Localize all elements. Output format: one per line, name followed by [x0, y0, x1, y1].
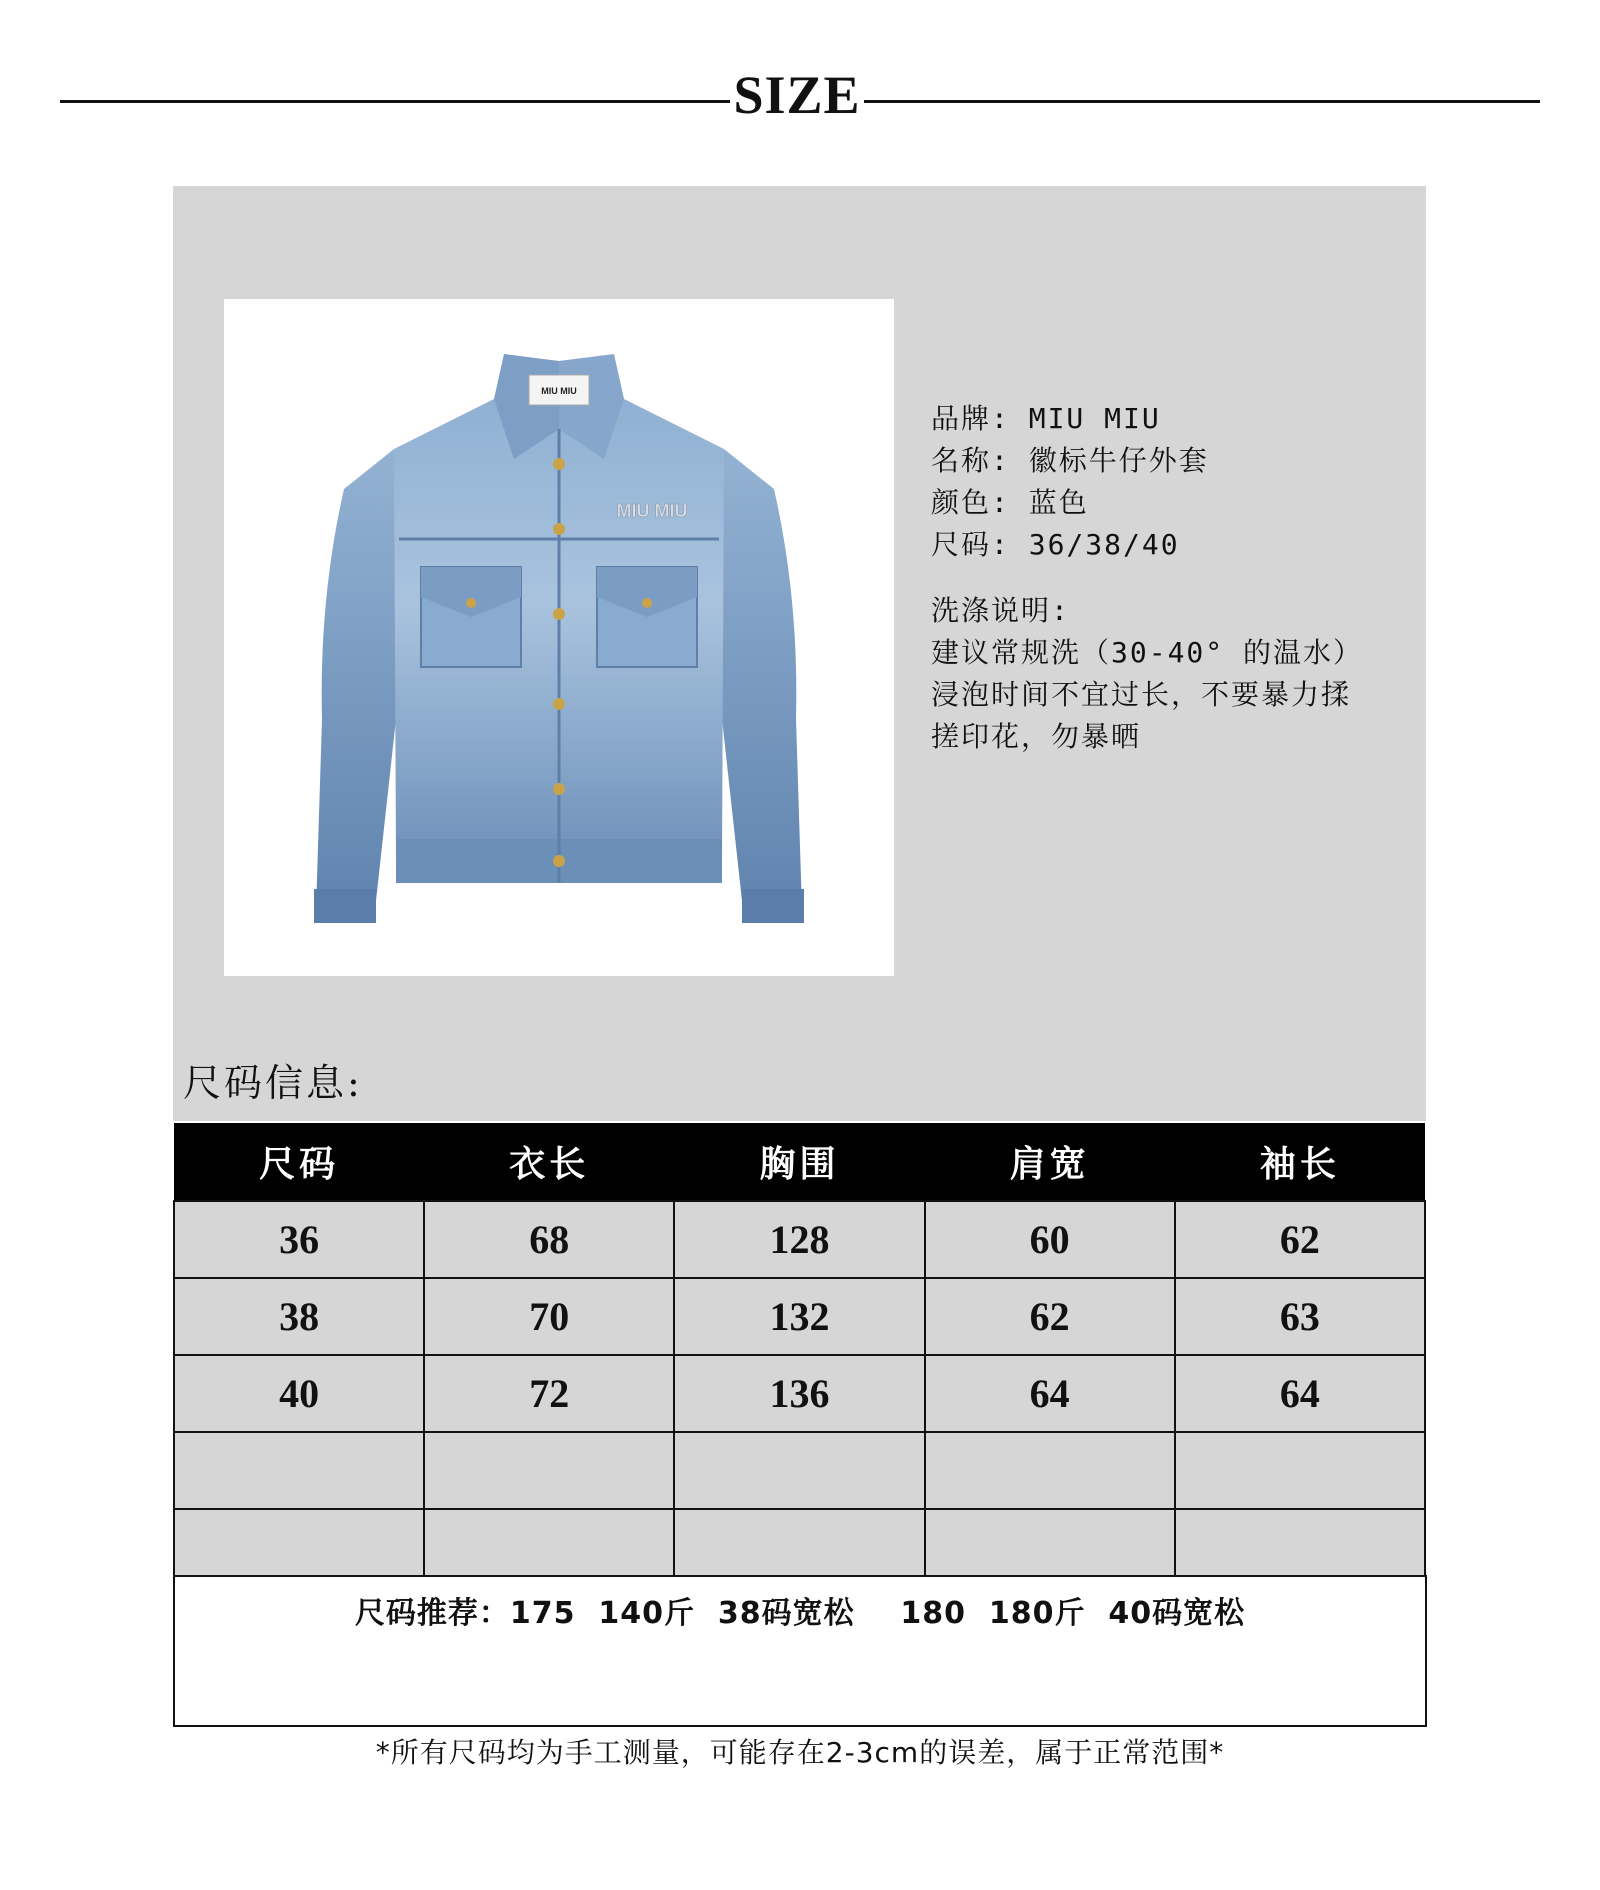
- product-photo: [224, 299, 894, 976]
- cell-chest: 128: [674, 1201, 924, 1278]
- cell-sleeve: 64: [1175, 1355, 1425, 1432]
- left-cuff: [314, 889, 376, 923]
- product-panel: [173, 186, 1426, 1121]
- button-4: [553, 698, 565, 710]
- size-recommendation: 尺码推荐：175 140斤 38码宽松 180 180斤 40码宽松: [173, 1575, 1427, 1653]
- empty-cell: [424, 1432, 674, 1509]
- blank-row: [173, 1651, 1427, 1727]
- page-header: [60, 58, 1540, 134]
- care-title: 洗涤说明:: [931, 594, 1070, 627]
- cell-shoulder: 62: [925, 1278, 1175, 1355]
- measurement-footnote: *所有尺码均为手工测量，可能存在2-3cm的误差，属于正常范围*: [375, 1736, 1225, 1769]
- cell-chest: 132: [674, 1278, 924, 1355]
- table-row-empty: [174, 1432, 1425, 1509]
- size-table: [173, 1123, 1426, 1587]
- cell-length: 70: [424, 1278, 674, 1355]
- button-1: [553, 458, 565, 470]
- cell-length: 68: [424, 1201, 674, 1278]
- cell-chest: 136: [674, 1355, 924, 1432]
- empty-cell: [1175, 1432, 1425, 1509]
- care-line-2: 浸泡时间不宜过长，不要暴力揉: [931, 678, 1352, 711]
- cell-size: 38: [174, 1278, 424, 1355]
- product-info: [931, 398, 1411, 758]
- cell-size: 40: [174, 1355, 424, 1432]
- pocket-button-right: [642, 598, 652, 608]
- care-line-3: 搓印花，勿暴晒: [931, 720, 1142, 753]
- size-table-header: [174, 1123, 1425, 1201]
- right-cuff: [742, 889, 804, 923]
- info-gap: [931, 566, 1411, 590]
- header-rule-left: [60, 100, 730, 103]
- empty-cell: [674, 1432, 924, 1509]
- empty-cell: [925, 1432, 1175, 1509]
- header-shoulder: 肩宽: [925, 1123, 1175, 1201]
- name-row: 名称: 徽标牛仔外套: [931, 444, 1209, 477]
- header-length: 衣长: [424, 1123, 674, 1201]
- header-size: 尺码: [174, 1123, 424, 1201]
- size-row: 尺码: 36/38/40: [931, 528, 1180, 561]
- cell-sleeve: 63: [1175, 1278, 1425, 1355]
- cell-shoulder: 64: [925, 1355, 1175, 1432]
- button-3: [553, 608, 565, 620]
- header-sleeve: 袖长: [1175, 1123, 1425, 1201]
- color-row: 颜色: 蓝色: [931, 486, 1089, 519]
- care-line-1: 建议常规洗（30-40° 的温水）: [931, 636, 1364, 669]
- denim-jacket-image: [224, 299, 894, 976]
- cell-sleeve: 62: [1175, 1201, 1425, 1278]
- cell-size: 36: [174, 1201, 424, 1278]
- neck-label-text: MIU MIU: [541, 386, 577, 396]
- brand-row: 品牌: MIU MIU: [931, 402, 1161, 435]
- header-chest: 胸围: [674, 1123, 924, 1201]
- chest-logo: MIU MIU: [616, 501, 688, 521]
- table-row: [174, 1201, 1425, 1278]
- header-rule-right: [864, 100, 1540, 103]
- empty-cell: [174, 1432, 424, 1509]
- size-info-title: 尺码信息:: [183, 1061, 363, 1105]
- cell-length: 72: [424, 1355, 674, 1432]
- button-2: [553, 523, 565, 535]
- button-5: [553, 783, 565, 795]
- cell-shoulder: 60: [925, 1201, 1175, 1278]
- table-row: [174, 1278, 1425, 1355]
- pocket-button-left: [466, 598, 476, 608]
- table-row: [174, 1355, 1425, 1432]
- button-6: [553, 855, 565, 867]
- page-title: SIZE: [733, 65, 861, 125]
